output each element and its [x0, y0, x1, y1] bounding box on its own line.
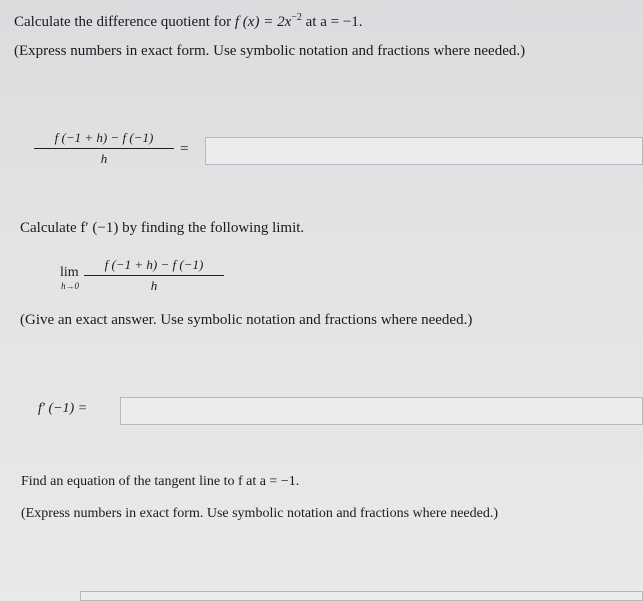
q3-note: (Express numbers in exact form. Use symbolic notation and fractions where needed.)	[21, 506, 499, 521]
q2-lim: lim	[60, 265, 79, 280]
q1-prompt-suffix: at a = −1.	[301, 14, 363, 30]
q1-prompt	[14, 12, 363, 31]
q1-answer-input[interactable]	[205, 137, 643, 165]
q1-equals: =	[180, 141, 189, 157]
q2-limit-fraction	[84, 257, 224, 294]
q1-numerator: f (−1 + h) − f (−1)	[54, 130, 154, 145]
q2-note: (Give an exact answer. Use symbolic notation and fractions where needed.)	[20, 312, 473, 328]
q2-numerator: f (−1 + h) − f (−1)	[104, 257, 204, 272]
q1-denominator: h	[100, 151, 108, 166]
q3-answer-input[interactable]	[80, 591, 643, 601]
q2-fraction-bar	[84, 275, 224, 276]
q1-difference-quotient	[34, 130, 174, 167]
q2-answer-label: f′ (−1) =	[38, 401, 88, 416]
q2-lim-subscript: h→0	[61, 281, 79, 291]
q1-exponent: −2	[291, 12, 302, 23]
q1-prompt-prefix: Calculate the difference quotient for	[14, 14, 235, 30]
q1-note: (Express numbers in exact form. Use symbolic notation and fractions where needed.)	[14, 43, 526, 59]
q2-denominator: h	[150, 278, 158, 293]
q3-prompt: Find an equation of the tangent line to f at a = −1.	[21, 474, 300, 489]
q2-prompt: Calculate f′ (−1) by finding the following limit.	[20, 220, 305, 236]
q2-answer-input[interactable]	[120, 397, 643, 425]
q1-function: f (x) = 2x	[234, 14, 292, 30]
q1-fraction-bar	[34, 148, 174, 149]
